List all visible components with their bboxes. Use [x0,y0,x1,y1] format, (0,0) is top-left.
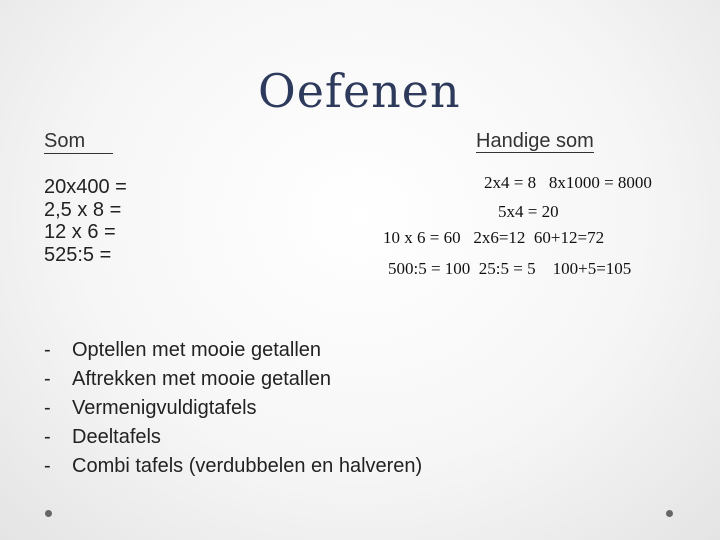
sums-list [44,176,127,266]
list-item [44,452,422,481]
list-item [44,336,422,365]
handige-som-line: 5x4 = 20 [498,202,559,221]
topics-list [44,336,422,481]
handige-som-heading [476,130,594,153]
list-item-label: Combi tafels (verdubbelen en halveren) [72,455,423,477]
sum-item: 525:5 = [44,243,112,266]
bullet-dash: - [44,426,51,448]
list-item [44,365,422,394]
list-item-label: Deeltafels [72,426,161,448]
corner-dot-left [45,510,52,517]
slide-title: Oefenen [258,64,461,118]
bullet-dash: - [44,397,51,419]
sum-item: 12 x 6 = [44,221,116,243]
handige-som-line: 500:5 = 100 25:5 = 5 100+5=105 [388,259,632,278]
list-item [44,394,422,423]
bullet-dash: - [44,339,51,361]
list-item-label: Aftrekken met mooie getallen [72,368,332,390]
bullet-dash: - [44,455,51,477]
handige-som-line: 10 x 6 = 60 2x6=12 60+12=72 [383,228,605,247]
som-heading [44,130,113,154]
sum-item: 2,5 x 8 = [44,198,122,221]
handige-som-line: 2x4 = 8 8x1000 = 8000 [484,173,652,192]
list-item-label: Optellen met mooie getallen [72,339,322,361]
som-heading-label: Som [44,130,113,154]
handige-som-heading-label: Handige som [476,130,594,152]
corner-dot-right [666,510,673,517]
list-item-label: Vermenigvuldigtafels [72,397,257,419]
list-item [44,423,422,452]
bullet-dash: - [44,368,51,390]
sum-item: 20x400 = [44,176,127,198]
